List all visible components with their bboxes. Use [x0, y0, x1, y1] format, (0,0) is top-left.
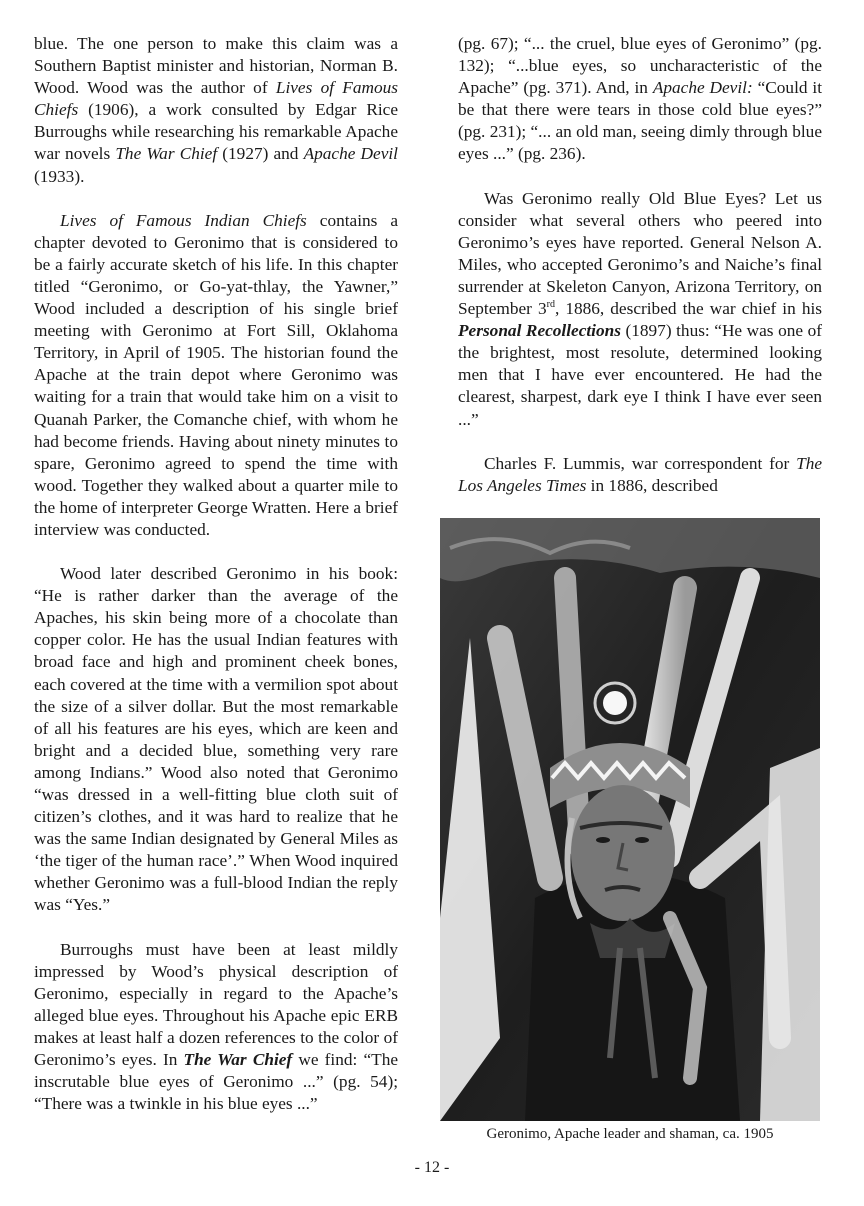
text-run: (pg. 67); “... the cruel, blue eyes of Geronimo” (pg. 132); “...blue eyes, so uncharacteristic of the Apache” (pg. 371). And, in	[458, 34, 822, 98]
text-run: blue. The one person to make this claim was a Southern Baptist minister and historian, Norman B. Wood. Wood was the author of	[34, 34, 398, 98]
portrait-illustration	[440, 518, 820, 1121]
bold-italic-title: Personal Recollections	[458, 321, 621, 341]
left-column	[34, 33, 398, 1115]
text-run: (1906), a work consulted by Edgar Rice Burroughs while researching his remarkable Apache war novels	[34, 100, 398, 164]
text-run: (1897) thus: “He was one of the brightest, most resolute, determined looking men that I have ever encountered. He had the clearest, sharpest, dark eye I think I have ever seen ...”	[458, 321, 822, 429]
text-run: Charles F. Lummis, war correspondent for	[484, 453, 797, 473]
italic-title: Apache Devil	[303, 144, 398, 164]
text-run: (1933).	[34, 166, 85, 186]
paragraph	[458, 453, 822, 497]
text-run: Was Geronimo really Old Blue Eyes? Let us consider what several others who peered into Geronimo’s eyes have reported. General Nelson A. Miles, who accepted Geronimo’s and Naiche’s final surrender at Skeleton Canyon, Arizona Territory, on September 3	[458, 188, 822, 319]
italic-title: The Los Angeles Times	[458, 453, 822, 495]
text-run: , 1886, described the war chief in his	[554, 299, 822, 319]
paragraph	[34, 33, 398, 188]
text-run: Wood later described Geronimo in his book: “He is rather darker than the average of the Apaches, his skin being more of a chocolate than copper color. He has the usual Indian features with broad face and high and prominent cheek bones, each covered at the time with a vermilion spot about the size of a silver dollar. But the most remarkable of all his features are his eyes, which are keen and bright and a decided blue, something very rare among Indians.” Wood also noted that Geronimo “was dressed in a well-fitting blue cloth suit of citizen’s clothes, and it was hard to realize that he was the same Indian designated by General Miles as ‘the tiger of the human race’.” When Wood inquired whether Geronimo was a full-blood Indian the reply was “Yes.”	[34, 564, 398, 915]
italic-title: Lives of Famous Chiefs	[34, 78, 398, 120]
italic-title: Apache Devil:	[652, 78, 753, 98]
text-run: Burroughs must have been at least mildly impressed by Wood’s physical description of Geronimo, especially in regard to the Apache’s alleged blue eyes. Throughout his Apache epic ERB makes at least half a dozen references to the color of Geronimo’s eyes. In	[34, 939, 398, 1070]
text-run: (1927) and	[217, 144, 304, 164]
bold-italic-title: The War Chief	[183, 1050, 293, 1070]
paragraph	[458, 188, 822, 431]
figure-caption: Geronimo, Apache leader and shaman, ca. 1905	[486, 1126, 774, 1142]
geronimo-photograph	[440, 518, 820, 1121]
page-number: - 12 -	[414, 1159, 450, 1176]
italic-title: Lives of Famous Indian Chiefs	[60, 210, 307, 230]
right-column	[458, 33, 822, 497]
ordinal-superscript: rd	[546, 299, 555, 311]
text-run: in 1886, described	[586, 475, 718, 495]
text-run: we find: “The inscrutable blue eyes of Geronimo ...” (pg. 54); “There was a twinkle in his blue eyes ...”	[34, 1050, 398, 1114]
paragraph	[458, 33, 822, 166]
paragraph	[34, 210, 398, 541]
text-run: “Could it be that there were tears in those cold blue eyes?” (pg. 231); “... an old man, seeing dimly through blue eyes ...” (pg. 236).	[458, 78, 822, 164]
italic-title: The War Chief	[115, 144, 218, 164]
paragraph	[34, 939, 398, 1116]
paragraph	[34, 563, 398, 917]
text-run: contains a chapter devoted to Geronimo that is considered to be a fairly accurate sketch of his life. In this chapter titled “Geronimo, or Go-yat-thlay, the Yawner,” Wood included a description of his single brief meeting with Geronimo at Fort Sill, Oklahoma Territory, in April of 1905. The historian found the Apache at the train depot where Geronimo was waiting for a train that would take him on a visit to Quanah Parker, the Comanche chief, with whom he had become friends. Having about ninety minutes to spare, Geronimo agreed to spend the time with wood. Together they walked about a quarter mile to the home of interpreter George Wratten. Here a brief interview was conducted.	[34, 210, 399, 539]
